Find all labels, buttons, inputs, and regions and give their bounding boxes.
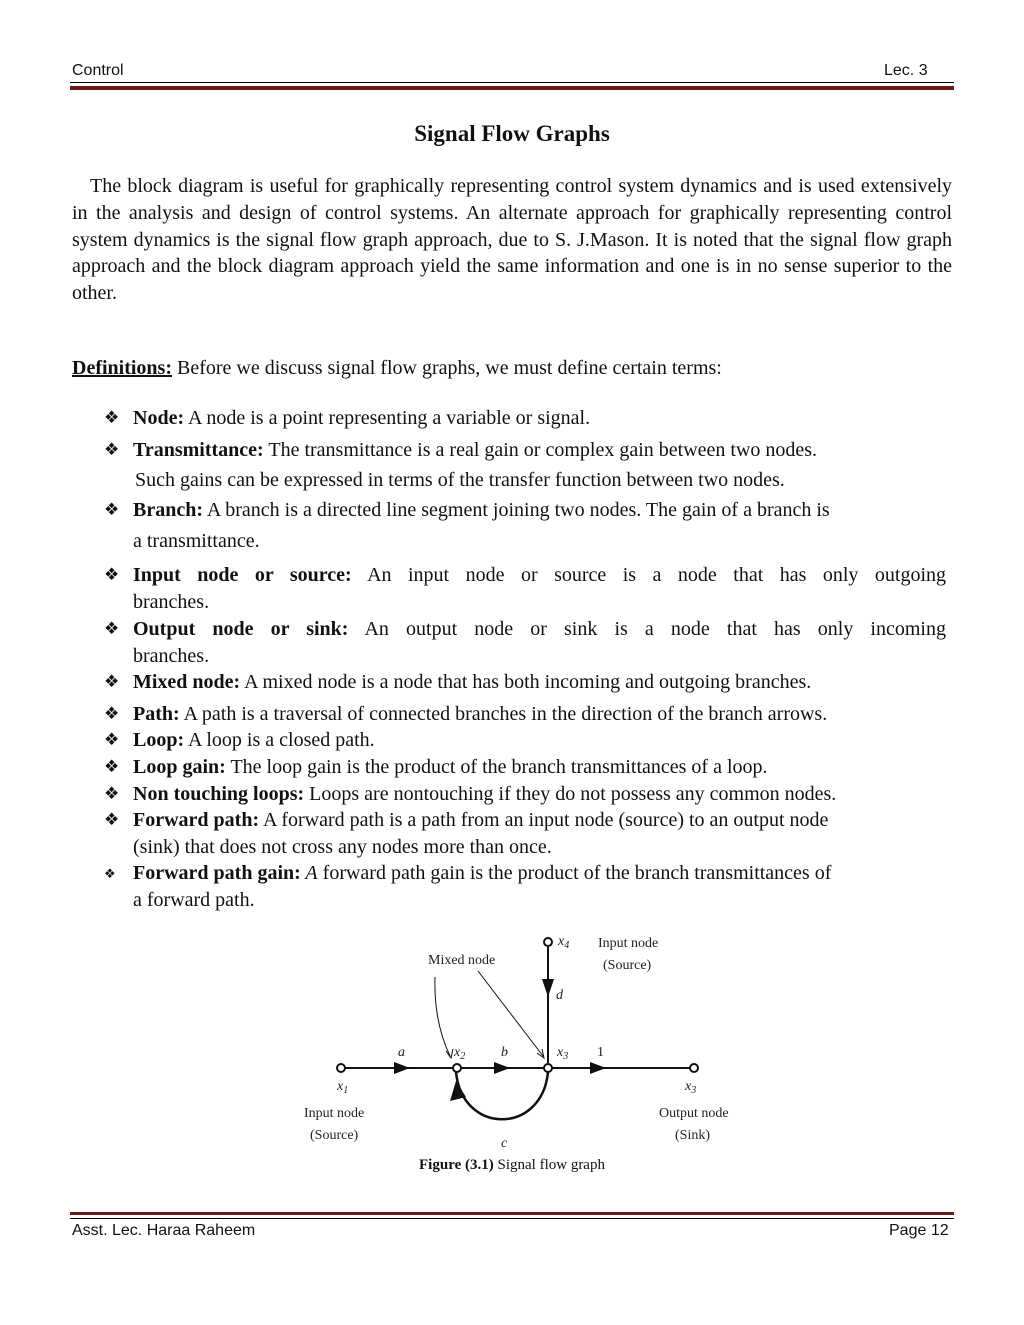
bullet-icon: ❖ xyxy=(104,866,116,881)
def-term: Loop: xyxy=(133,729,185,751)
def-output-node xyxy=(133,616,946,642)
def-text: A forward path is a path from an input node (source) to an output node xyxy=(259,809,829,831)
def-text-continued: Such gains can be expressed in terms of the transfer function between two nodes. xyxy=(135,469,785,491)
footer-author: Asst. Lec. Haraa Raheem xyxy=(72,1222,256,1239)
page-title: Signal Flow Graphs xyxy=(414,121,610,146)
label-input-node-top: Input node xyxy=(598,936,659,951)
header-lecture: Lec. 3 xyxy=(884,62,928,79)
arrow-b xyxy=(494,1062,510,1074)
header-course: Control xyxy=(72,62,124,79)
def-mixed-node xyxy=(133,669,811,695)
def-italic-word: A xyxy=(300,862,318,884)
def-term: Forward path: xyxy=(133,809,260,831)
footer-rule-thick xyxy=(70,1212,954,1215)
arrow-d xyxy=(542,979,554,997)
label-c: c xyxy=(501,1136,508,1151)
label-d: d xyxy=(556,988,563,1003)
def-text-continued: branches. xyxy=(133,591,210,613)
def-node xyxy=(133,405,590,431)
def-text: Loops are nontouching if they do not possess any common nodes. xyxy=(304,783,837,805)
def-text-continued: (sink) that does not cross any nodes more than once. xyxy=(133,836,552,858)
def-text: A branch is a directed line segment joining two nodes. The gain of a branch is xyxy=(203,499,830,521)
def-term: Mixed node: xyxy=(133,671,241,693)
label-source-top: (Source) xyxy=(603,958,652,973)
label-x3-right: $x_3$ xyxy=(685,1079,697,1096)
label-b: b xyxy=(501,1045,508,1060)
label-x2: $x_2$ xyxy=(454,1045,466,1062)
node-x4 xyxy=(544,938,552,946)
def-term: Node: xyxy=(133,407,185,429)
definitions-lead: Before we discuss signal flow graphs, we must define certain terms: xyxy=(172,357,722,379)
bullet-icon: ❖ xyxy=(104,565,120,584)
bullet-icon: ❖ xyxy=(104,619,120,638)
def-text: A loop is a closed path. xyxy=(184,729,375,751)
header-rule-thick xyxy=(70,86,954,90)
arrow-a xyxy=(394,1062,410,1074)
node-x2 xyxy=(453,1064,461,1072)
footer-rule-thin xyxy=(70,1218,954,1219)
def-text: A mixed node is a node that has both incoming and outgoing branches. xyxy=(240,671,812,693)
def-input-node xyxy=(133,562,946,588)
bullet-icon: ❖ xyxy=(104,730,120,749)
def-text: A node is a point representing a variable or signal. xyxy=(184,407,591,429)
label-x4: $x_4$ xyxy=(558,934,570,951)
def-loop xyxy=(133,727,375,753)
label-source-bottom: (Source) xyxy=(310,1128,359,1143)
pointer-mixed-x3 xyxy=(478,971,543,1056)
bullet-icon: ❖ xyxy=(104,757,120,776)
def-non-touching-loops xyxy=(133,781,836,807)
def-text: The loop gain is the product of the branch transmittances of a loop. xyxy=(225,756,768,778)
def-term: Non touching loops: xyxy=(133,783,305,805)
branch-c xyxy=(456,1072,548,1119)
node-x3-mixed xyxy=(544,1064,552,1072)
bullet-icon: ❖ xyxy=(104,408,120,427)
bullet-icon: ❖ xyxy=(104,500,120,519)
label-input-node-bottom: Input node xyxy=(304,1106,365,1121)
def-loop-gain xyxy=(133,754,768,780)
signal-flow-graph xyxy=(290,925,740,1155)
def-term: Path: xyxy=(133,703,180,725)
def-text-continued: a forward path. xyxy=(133,889,255,911)
label-x1: $x_1$ xyxy=(337,1079,349,1096)
label-a: a xyxy=(398,1045,405,1060)
bullet-icon: ❖ xyxy=(104,810,120,829)
figure-number: Figure (3.1) xyxy=(419,1157,494,1173)
def-term: Transmittance: xyxy=(133,439,264,461)
bullet-icon: ❖ xyxy=(104,784,120,803)
arrow-1 xyxy=(590,1062,606,1074)
label-mixed-node: Mixed node xyxy=(428,953,496,968)
bullet-icon: ❖ xyxy=(104,704,120,723)
def-path xyxy=(133,701,827,727)
def-text: The transmittance is a real gain or complex gain between two nodes. xyxy=(263,439,818,461)
label-one: 1 xyxy=(597,1045,604,1060)
def-branch xyxy=(133,497,830,523)
intro-paragraph: The block diagram is useful for graphically representing control system dynamics and is used extensively in the analysis and design of control systems. An alternate approach for graphically representing control system dynamics is the signal flow graph approach, due to S. J.Mason. It is noted that the signal flow graph approach and the block diagram approach yield the same information and one is in no sense superior to the other. xyxy=(72,175,952,305)
def-term: Input node or source: xyxy=(133,564,352,586)
def-term: Forward path gain: xyxy=(133,862,301,884)
footer-page-number: Page 12 xyxy=(889,1222,949,1239)
label-output-node: Output node xyxy=(659,1106,729,1121)
bullet-icon: ❖ xyxy=(104,672,120,691)
node-x1 xyxy=(337,1064,345,1072)
def-term: Output node or sink: xyxy=(133,618,349,640)
def-text: An input node or source is a node that has only outgoing xyxy=(351,564,946,586)
node-x3-sink xyxy=(690,1064,698,1072)
def-text: forward path gain is the product of the branch transmittances of xyxy=(317,862,832,884)
bullet-icon: ❖ xyxy=(104,440,120,459)
header-rule-thin xyxy=(70,82,954,83)
def-forward-path xyxy=(133,807,828,833)
def-text-continued: a transmittance. xyxy=(133,530,260,552)
def-term: Loop gain: xyxy=(133,756,226,778)
def-text: An output node or sink is a node that has only incoming xyxy=(348,618,946,640)
definitions-label: Definitions: xyxy=(72,357,172,379)
def-transmittance xyxy=(133,437,817,463)
figure-caption xyxy=(0,1157,1024,1174)
def-forward-path-gain xyxy=(133,860,831,886)
pointer-mixed-x2 xyxy=(435,977,450,1056)
label-sink: (Sink) xyxy=(675,1128,710,1143)
def-text-continued: branches. xyxy=(133,645,210,667)
label-x3-mid: $x_3$ xyxy=(557,1045,569,1062)
definitions-heading xyxy=(72,357,722,380)
def-term: Branch: xyxy=(133,499,203,521)
figure-caption-text: Signal flow graph xyxy=(493,1157,605,1173)
def-text: A path is a traversal of connected branches in the direction of the branch arrows. xyxy=(179,703,828,725)
